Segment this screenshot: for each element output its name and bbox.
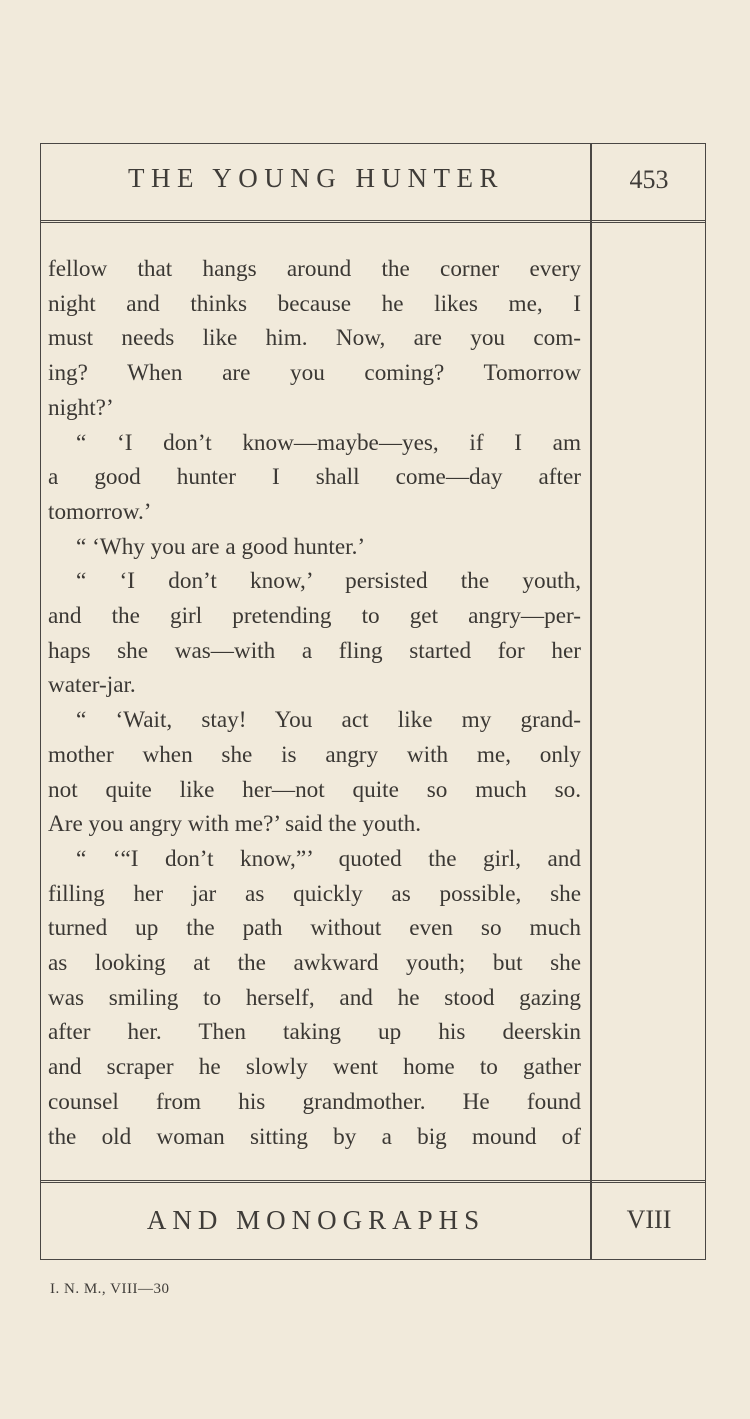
text-line: and scraper he slowly went home to gather: [48, 1054, 581, 1081]
text-line: the old woman sitting by a big mound of: [48, 1123, 581, 1150]
text-line: night and thinks because he likes me, I: [48, 290, 581, 317]
text-line: fellow that hangs around the corner every: [48, 256, 581, 282]
text-line: was smiling to herself, and he stood gazing: [48, 984, 581, 1011]
footer-rule: [40, 1180, 706, 1183]
footer-volume: VIII: [626, 1205, 672, 1234]
column-divider: [590, 143, 592, 1260]
text-line: turned up the path without even so much: [48, 915, 581, 942]
text-line: after her. Then taking up his deerskin: [48, 1019, 581, 1046]
text-line: Are you angry with me?’ said the youth.: [48, 811, 422, 838]
text-line: and the girl pretending to get angry—per-: [48, 603, 581, 630]
page-number: 453: [629, 165, 669, 194]
footer-series-title: AND MONOGRAPHS: [146, 1205, 486, 1235]
text-line: haps she was—with a fling started for her: [48, 637, 581, 664]
text-line: mother when she is angry with me, only: [48, 741, 581, 768]
text-line: “ ‘Why you are a good hunter.’: [76, 533, 366, 560]
header-rule: [40, 220, 706, 223]
text-line: “ ‘I don’t know—maybe—yes, if I am: [76, 429, 581, 456]
text-line: tomorrow.’: [48, 498, 152, 525]
signature-mark: I. N. M., VIII—30: [50, 1281, 170, 1297]
text-line: “ ‘“I don’t know,”’ quoted the girl, and: [76, 845, 581, 872]
text-line: as looking at the awkward youth; but she: [48, 950, 581, 977]
text-line: water-jar.: [48, 672, 136, 699]
text-line: must needs like him. Now, are you com-: [48, 325, 581, 352]
text-line: night?’: [48, 394, 114, 421]
text-line: filling her jar as quickly as possible, she: [48, 880, 581, 907]
text-line: “ ‘Wait, stay! You act like my grand-: [76, 707, 581, 734]
text-line: counsel from his grandmother. He found: [48, 1088, 581, 1115]
text-line: “ ‘I don’t know,’ persisted the youth,: [76, 568, 581, 595]
body-text: [48, 252, 581, 1154]
text-line: a good hunter I shall come—day after: [48, 464, 581, 491]
running-head-title: THE YOUNG HUNTER: [128, 163, 504, 193]
text-line: not quite like her—not quite so much so.: [48, 776, 581, 803]
text-line: ing? When are you coming? Tomorrow: [48, 360, 581, 387]
